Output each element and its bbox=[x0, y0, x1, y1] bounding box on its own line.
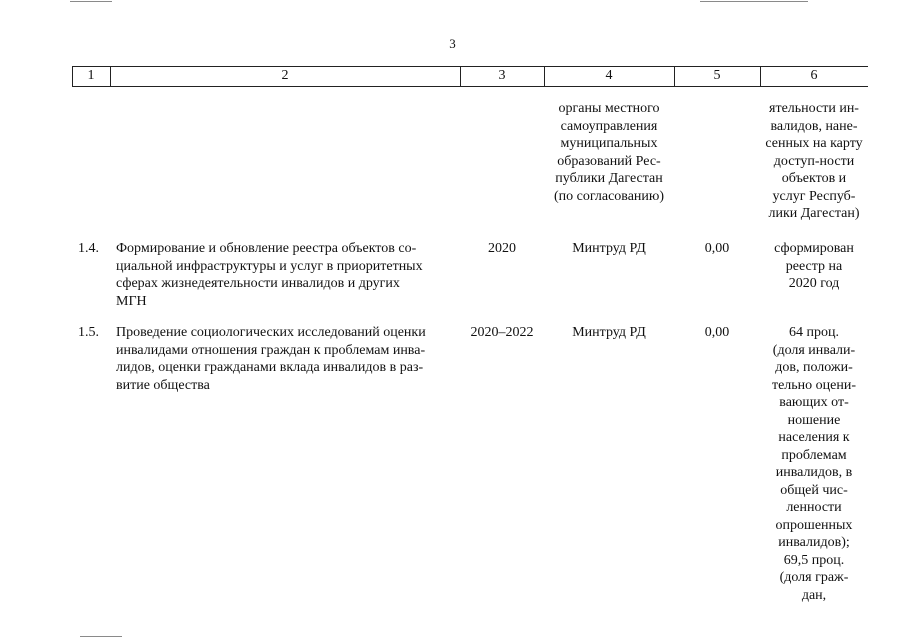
scan-mark-top-right bbox=[700, 1, 808, 2]
row-amount: 0,00 bbox=[704, 325, 730, 340]
row-executor: Минтруд РД bbox=[572, 325, 646, 340]
header-col-2: 2 bbox=[281, 68, 289, 83]
row-name: Проведение социологических исследований оценки инвалидами отношения граждан к проблемам инва- лидов, оценки гражданами вклада инвалидов в раз- витие общества bbox=[116, 325, 426, 393]
row-executor: органы местного самоуправления муниципальных образований Рес- публики Дагестан (по согласованию) bbox=[553, 101, 665, 204]
row-name: Формирование и обновление реестра объектов со- циальной инфраструктуры и услуг в приоритетных сферах жизнедеятельности инвалидов и других МГН bbox=[116, 241, 423, 309]
header-col-4: 4 bbox=[605, 68, 613, 83]
row-number: 1.4. bbox=[78, 241, 99, 256]
header-col-5: 5 bbox=[713, 68, 721, 83]
row-number: 1.5. bbox=[78, 325, 99, 340]
page-number: 3 bbox=[449, 36, 456, 51]
row-amount: 0,00 bbox=[704, 241, 730, 256]
row-result: 64 проц. (доля инвали- дов, положи- тельно оцени- вающих от- ношение населения к проблемам инвалидов, в общей чис- ленности опрошенных инвалидов); 69,5 проц. (доля граж- дан, bbox=[771, 325, 857, 603]
scan-mark-top-left bbox=[70, 1, 112, 2]
row-period: 2020 bbox=[488, 241, 516, 256]
header-col-1: 1 bbox=[87, 68, 95, 83]
header-col-3: 3 bbox=[498, 68, 506, 83]
row-period: 2020–2022 bbox=[470, 325, 534, 340]
header-col-6: 6 bbox=[810, 68, 818, 83]
row-result: сформирован реестр на 2020 год bbox=[774, 241, 854, 291]
scan-mark-bottom-left bbox=[80, 636, 122, 637]
row-executor: Минтруд РД bbox=[572, 241, 646, 256]
header-bottom-border bbox=[72, 86, 868, 87]
row-result: ятельности ин- валидов, нане- сенных на карту доступ-ности объектов и услуг Респуб- лики Дагестан) bbox=[765, 101, 863, 221]
